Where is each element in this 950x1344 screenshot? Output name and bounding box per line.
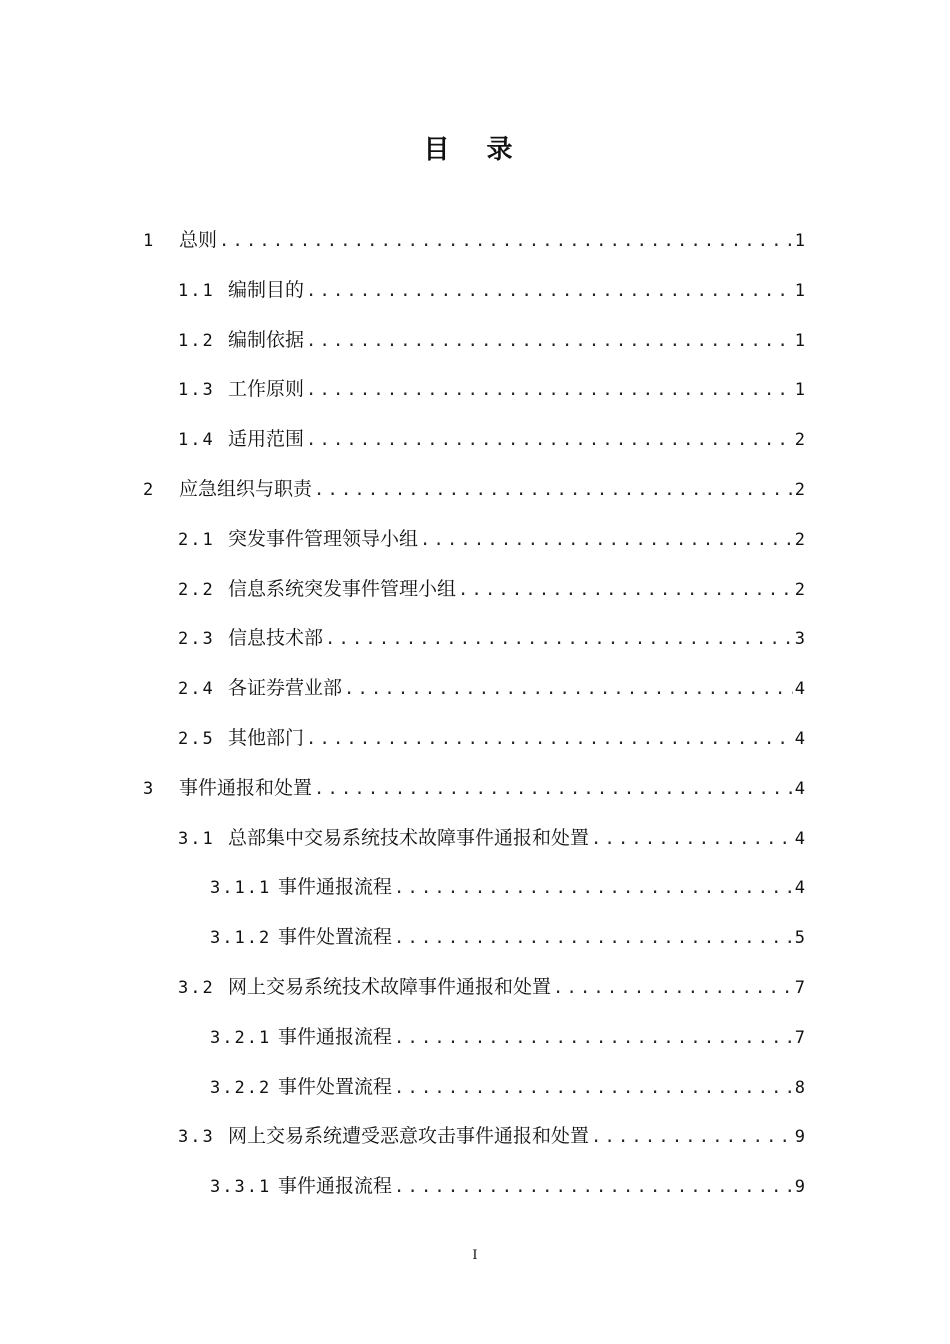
toc-dot-leader — [553, 973, 793, 1003]
toc-dot-leader — [306, 276, 793, 306]
toc-entry-number: 3.3 — [178, 1127, 215, 1148]
toc-dot-leader — [458, 575, 793, 605]
toc-dot-leader — [394, 1023, 793, 1053]
toc-entry-number: 2.2 — [178, 579, 215, 600]
toc-entry[interactable] — [178, 823, 805, 853]
toc-entry-number: 3.1.1 — [210, 878, 272, 899]
toc-entry-title: 事件通报流程 — [278, 876, 393, 899]
toc-entry-page: 1 — [794, 280, 805, 301]
toc-entry[interactable] — [143, 225, 805, 255]
toc-entry-page: 2 — [794, 480, 805, 500]
toc-entry-title: 事件处置流程 — [278, 926, 393, 949]
toc-dot-leader — [314, 774, 793, 804]
toc-entry-title: 信息技术部 — [228, 627, 324, 650]
toc-entry-number: 3.2 — [178, 978, 215, 998]
toc-dot-leader — [219, 226, 793, 256]
toc-entry-number: 3 — [143, 778, 156, 799]
toc-dot-leader — [306, 326, 793, 356]
toc-dot-leader — [344, 674, 793, 704]
toc-entry-number: 2.3 — [178, 629, 215, 650]
toc-entry-page: 7 — [794, 978, 805, 998]
toc-entry-page: 7 — [794, 1027, 805, 1048]
toc-entry-title: 事件通报和处置 — [179, 776, 313, 799]
toc-dot-leader — [420, 525, 793, 555]
toc-entry-title: 其他部门 — [228, 727, 305, 749]
toc-entry[interactable] — [178, 1121, 805, 1151]
toc-dot-leader — [394, 1172, 793, 1202]
toc-entry-page: 8 — [794, 1077, 805, 1098]
toc-entry-title: 各证券营业部 — [228, 677, 343, 700]
toc-entry[interactable] — [178, 673, 805, 703]
toc-entry-title: 网上交易系统遭受恶意攻击事件通报和处置 — [228, 1125, 590, 1148]
toc-entry-number: 2.4 — [178, 679, 215, 700]
toc-entry-number: 2.5 — [178, 729, 215, 749]
toc-entry[interactable] — [210, 922, 805, 952]
toc-entry-title: 事件通报流程 — [278, 1175, 393, 1198]
toc-entry-page: 2 — [794, 579, 805, 600]
toc-dot-leader — [306, 724, 793, 754]
toc-entry-number: 1.4 — [178, 430, 215, 451]
toc-entry-title: 突发事件管理领导小组 — [228, 527, 419, 550]
page-title: 目 录 — [423, 135, 527, 165]
toc-entry-title: 适用范围 — [228, 428, 305, 451]
toc-dot-leader — [325, 624, 793, 654]
toc-entry-number: 2 — [143, 480, 156, 500]
toc-entry[interactable] — [210, 1171, 805, 1201]
toc-entry-number: 3.1.2 — [210, 928, 272, 949]
toc-entry-page: 3 — [794, 629, 805, 650]
toc-entry[interactable] — [143, 474, 805, 504]
toc-dot-leader — [591, 1122, 793, 1152]
toc-entry-page: 4 — [794, 729, 805, 749]
toc-entry[interactable] — [178, 275, 805, 305]
toc-entry[interactable] — [178, 574, 805, 604]
toc-entry-title: 总则 — [179, 229, 218, 251]
page-number-footer: I — [472, 1248, 478, 1263]
toc-entry[interactable] — [178, 524, 805, 554]
toc-entry-number: 1.3 — [178, 380, 215, 401]
toc-entry-title: 编制目的 — [228, 278, 305, 301]
toc-dot-leader — [314, 475, 793, 505]
toc-entry-title: 编制依据 — [228, 328, 305, 351]
toc-entry-title: 事件通报流程 — [278, 1025, 393, 1048]
toc-entry-page: 9 — [794, 1127, 805, 1148]
toc-entry-page: 1 — [794, 330, 805, 351]
toc-entry-number: 1 — [143, 231, 156, 251]
toc-entry[interactable] — [210, 872, 805, 902]
toc-entry-page: 9 — [794, 1177, 805, 1198]
toc-entry[interactable] — [210, 1072, 805, 1102]
toc-entry-title: 事件处置流程 — [278, 1075, 393, 1098]
toc-entry-title: 应急组织与职责 — [179, 478, 313, 500]
toc-entry-page: 5 — [794, 928, 805, 949]
toc-entry-number: 1.1 — [178, 280, 215, 301]
toc-entry-number: 3.2.2 — [210, 1077, 272, 1098]
toc-dot-leader — [394, 873, 793, 903]
toc-entry-title: 工作原则 — [228, 378, 305, 401]
toc-entry-page: 1 — [794, 380, 805, 401]
toc-entry[interactable] — [178, 723, 805, 753]
toc-entry-page: 1 — [794, 231, 805, 251]
toc-entry-number: 3.1 — [178, 828, 215, 849]
toc-entry[interactable] — [178, 623, 805, 653]
toc-entry-page: 4 — [794, 778, 805, 799]
toc-dot-leader — [591, 824, 793, 854]
toc-entry[interactable] — [178, 424, 805, 454]
toc-entry-title: 网上交易系统技术故障事件通报和处置 — [228, 976, 552, 998]
toc-dot-leader — [394, 1073, 793, 1103]
toc-entry-number: 2.1 — [178, 529, 215, 550]
toc-entry[interactable] — [210, 1022, 805, 1052]
toc-entry-page: 4 — [794, 828, 805, 849]
toc-entry-number: 3.3.1 — [210, 1177, 272, 1198]
toc-entry-number: 1.2 — [178, 330, 215, 351]
toc-entry-page: 2 — [794, 529, 805, 550]
toc-entry[interactable] — [178, 374, 805, 404]
toc-entry-title: 信息系统突发事件管理小组 — [228, 577, 457, 600]
toc-entry[interactable] — [143, 773, 805, 803]
toc-entry-title: 总部集中交易系统技术故障事件通报和处置 — [228, 826, 590, 849]
toc-dot-leader — [394, 923, 793, 953]
toc-dot-leader — [306, 425, 793, 455]
toc-entry-number: 3.2.1 — [210, 1027, 272, 1048]
toc-entry-page: 4 — [794, 878, 805, 899]
toc-entry-page: 2 — [794, 430, 805, 451]
toc-entry-page: 4 — [794, 679, 805, 700]
toc-entry[interactable] — [178, 325, 805, 355]
toc-dot-leader — [306, 375, 793, 405]
toc-entry[interactable] — [178, 972, 805, 1002]
